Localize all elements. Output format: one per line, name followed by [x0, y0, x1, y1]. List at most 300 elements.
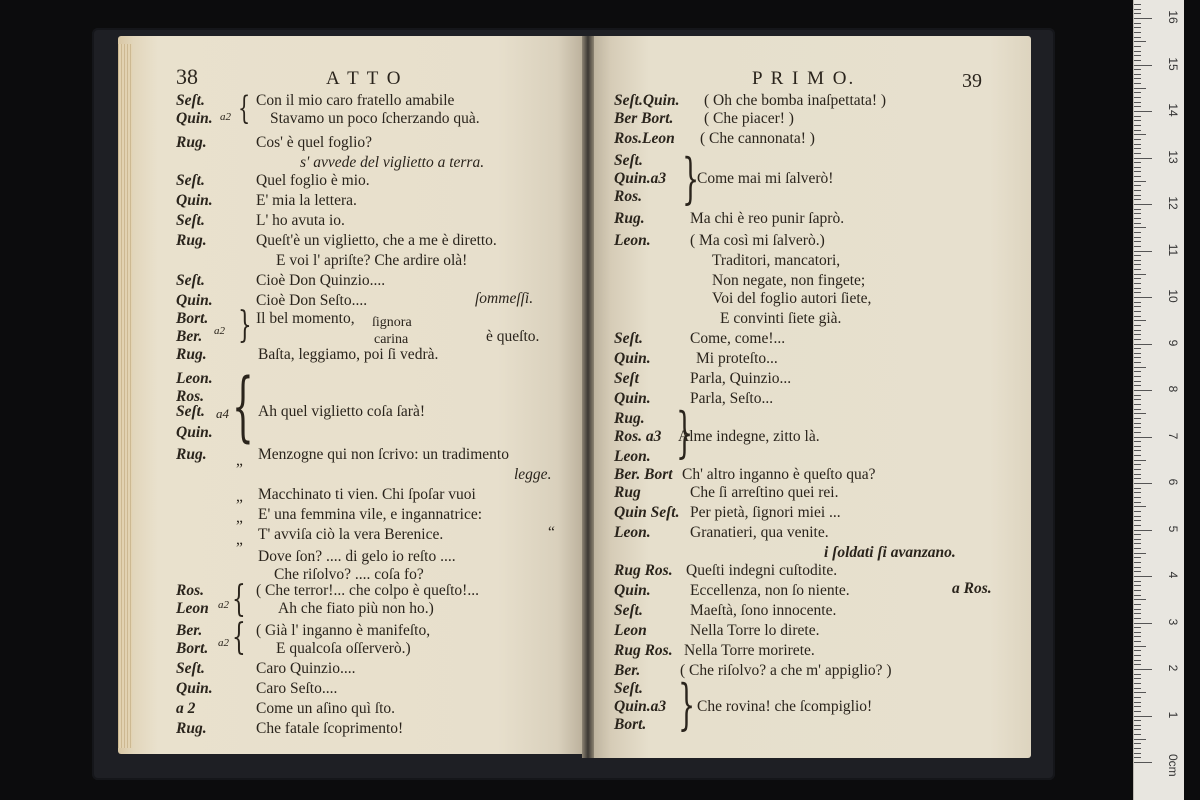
- ruler-tick: [1134, 674, 1141, 675]
- ruler-tick: [1134, 148, 1141, 149]
- ruler-tick: [1134, 23, 1141, 24]
- ruler-tick: [1134, 297, 1152, 298]
- speaker-name: Ber.: [614, 662, 641, 679]
- ruler-number: 15: [1166, 56, 1180, 71]
- speaker-name: Quin.a3: [614, 698, 667, 715]
- speaker-name: Leon: [614, 622, 647, 639]
- ruler-number: 11: [1166, 243, 1180, 256]
- ruler-tick: [1134, 376, 1141, 377]
- brace: {: [238, 89, 251, 127]
- ruler-tick: [1134, 450, 1141, 451]
- verse-line: Queſt'è un viglietto, che a me è diretto.: [256, 232, 497, 249]
- ruler-tick: [1134, 711, 1141, 712]
- ruler-tick: [1134, 748, 1141, 749]
- ruler-tick: [1134, 302, 1141, 303]
- ruler-tick: [1134, 534, 1141, 535]
- ruler-number: 7: [1166, 432, 1180, 439]
- verse-line: Maeſtà, ſono innocente.: [690, 602, 837, 619]
- verse-line: Come mai mi ſalverò!: [697, 170, 834, 187]
- ruler-tick: [1134, 241, 1141, 242]
- verse-line: E qualcoſa oſſerverò.): [276, 640, 411, 657]
- speaker-name: Rug.: [176, 446, 207, 463]
- ruler-tick: [1134, 571, 1141, 572]
- ruler-tick: [1134, 446, 1141, 447]
- ruler-tick: [1134, 246, 1141, 247]
- ruler-tick: [1134, 69, 1141, 70]
- ruler-tick: [1134, 613, 1141, 614]
- ruler-tick: [1134, 362, 1141, 363]
- ruler-tick: [1134, 590, 1141, 591]
- ruler-number: 0cm: [1166, 754, 1180, 777]
- ruler-tick: [1134, 78, 1141, 79]
- verse-line: Alme indegne, zitto là.: [678, 428, 820, 445]
- verse-line: ( Che piacer! ): [704, 110, 794, 127]
- ruler-tick: [1134, 9, 1141, 10]
- speaker-name: Quin.: [176, 292, 213, 309]
- ruler-tick: [1134, 399, 1141, 400]
- verse-line: ( Che terror!... che colpo è queſto!...: [256, 582, 479, 599]
- ruler-tick: [1134, 92, 1141, 93]
- signora-word: ſignora: [372, 315, 412, 330]
- ruler-tick: [1134, 278, 1141, 279]
- speaker-name: Leon.: [614, 448, 651, 465]
- ruler-tick: [1134, 716, 1152, 717]
- ruler-tick: [1134, 581, 1141, 582]
- ruler-tick: [1134, 441, 1141, 442]
- sommessi-direction: ſommeſſi.: [475, 290, 534, 307]
- ruler-tick: [1134, 227, 1146, 228]
- ruler-tick: [1134, 753, 1141, 754]
- ruler-tick: [1134, 167, 1141, 168]
- speaker-name: Quin.: [614, 350, 651, 367]
- ruler-tick: [1134, 725, 1141, 726]
- ruler-tick: [1134, 367, 1146, 368]
- brace: {: [232, 579, 246, 620]
- ruler-number: 5: [1166, 525, 1180, 532]
- ruler-tick: [1134, 455, 1141, 456]
- ruler-tick: [1134, 209, 1141, 210]
- speaker-name: Seſt: [614, 370, 639, 387]
- verse-line: Che rovina! che ſcompiglio!: [697, 698, 873, 715]
- ruler-tick: [1134, 348, 1141, 349]
- ruler-tick: [1134, 144, 1141, 145]
- ruler-tick: [1134, 539, 1141, 540]
- verse-line: Queſti indegni cuſtodite.: [686, 562, 838, 579]
- right-page-number: 39: [962, 70, 982, 92]
- ruler-tick: [1134, 636, 1141, 637]
- verse-line: è queſto.: [486, 328, 540, 345]
- ruler-tick: [1134, 311, 1141, 312]
- ruler-tick: [1134, 88, 1146, 89]
- ruler-tick: [1134, 97, 1141, 98]
- ruler-tick: [1134, 483, 1152, 484]
- speaker-name: Ber. Bort: [614, 466, 673, 483]
- verse-line: Come un aſino quì ſto.: [256, 700, 396, 717]
- speaker-name: Ros.: [176, 388, 204, 405]
- ruler-tick: [1134, 171, 1141, 172]
- ruler-number: 16: [1166, 10, 1180, 24]
- ruler-number: 13: [1166, 149, 1180, 164]
- ruler-tick: [1134, 641, 1141, 642]
- ruler-tick: [1134, 46, 1141, 47]
- ruler-tick: [1134, 548, 1141, 549]
- ruler-tick: [1134, 102, 1141, 103]
- speaker-name: Ros. a3: [614, 428, 662, 445]
- speaker-name: Ros.Leon: [614, 130, 675, 147]
- speaker-name: Seſt.: [176, 172, 205, 189]
- ruler-tick: [1134, 353, 1141, 354]
- ruler-tick: [1134, 306, 1141, 307]
- verse-line: Caro Quinzio....: [256, 660, 356, 677]
- verse-line: Per pietà, ſignori miei ...: [690, 504, 841, 521]
- ruler-tick: [1134, 683, 1141, 684]
- ruler-tick: [1134, 32, 1141, 33]
- ruler-tick: [1134, 413, 1146, 414]
- quote-mark: „: [236, 452, 243, 469]
- ruler-tick: [1134, 13, 1141, 14]
- ruler-tick: [1134, 692, 1146, 693]
- ruler-number: 9: [1166, 339, 1180, 346]
- ruler-tick: [1134, 4, 1141, 5]
- ruler-tick: [1134, 325, 1141, 326]
- ruler-tick: [1134, 739, 1146, 740]
- ruler-tick: [1134, 557, 1141, 558]
- a4-note: a4: [216, 406, 229, 421]
- ruler-tick: [1134, 576, 1152, 577]
- ruler-tick: [1134, 585, 1141, 586]
- ruler-tick: [1134, 111, 1152, 112]
- speaker-name: Rug.: [176, 720, 207, 737]
- ruler-tick: [1134, 134, 1146, 135]
- ruler-tick: [1134, 623, 1152, 624]
- ruler-tick: [1134, 190, 1141, 191]
- speaker-name: Leon: [176, 600, 209, 617]
- ruler-tick: [1134, 427, 1141, 428]
- verse-line: ( Oh che bomba inaſpettata! ): [704, 92, 887, 109]
- verse-line: Macchinato ti vien. Chi ſpoſar vuoi: [258, 486, 476, 503]
- verse-line: Il bel momento,: [256, 310, 355, 327]
- speaker-name: Quin.: [176, 424, 213, 441]
- ruler-tick: [1134, 697, 1141, 698]
- speaker-name: Seſt.: [176, 660, 205, 677]
- ruler-tick: [1134, 409, 1141, 410]
- verse-line: Che fatale ſcoprimento!: [256, 720, 404, 737]
- speaker-name: Seſt.: [176, 403, 205, 420]
- verse-line: Traditori, mancatori,: [712, 252, 841, 269]
- speaker-name: Rug.: [176, 134, 207, 151]
- ruler-tick: [1134, 251, 1152, 252]
- ruler-tick: [1134, 502, 1141, 503]
- ruler-tick: [1134, 595, 1141, 596]
- stage-direction: a Ros.: [952, 580, 992, 597]
- left-running-head: A T T O: [326, 68, 403, 89]
- ruler-tick: [1134, 720, 1141, 721]
- ruler-tick: [1134, 618, 1141, 619]
- speaker-name: Rug.: [176, 346, 207, 363]
- ruler-tick: [1134, 74, 1141, 75]
- speaker-name: Seſt.: [614, 330, 643, 347]
- speaker-name: Quin.: [614, 390, 651, 407]
- ruler-tick: [1134, 292, 1141, 293]
- verse-line: Ch' altro inganno è queſto qua?: [682, 466, 876, 483]
- close-quote-mark: “: [548, 524, 555, 541]
- ruler-tick: [1134, 664, 1141, 665]
- verse-line: Ah quel viglietto coſa ſarà!: [258, 403, 425, 420]
- speaker-name: Leon.: [614, 524, 651, 541]
- quote-mark: „: [236, 488, 243, 505]
- ruler-tick: [1134, 18, 1152, 19]
- a2-note: a2: [218, 637, 229, 649]
- ruler-tick: [1134, 37, 1141, 38]
- ruler-tick: [1134, 567, 1141, 568]
- page-edges: [118, 44, 132, 748]
- ruler-tick: [1134, 385, 1141, 386]
- ruler-tick: [1134, 204, 1152, 205]
- ruler-tick: [1134, 599, 1146, 600]
- ruler-tick: [1134, 609, 1141, 610]
- ruler-tick: [1134, 516, 1141, 517]
- ruler-tick: [1134, 330, 1141, 331]
- left-page-number: 38: [176, 64, 198, 89]
- ruler-tick: [1134, 264, 1141, 265]
- measuring-ruler: [1133, 0, 1184, 800]
- verse-line: s' avvede del viglietto a terra.: [300, 154, 485, 171]
- speaker-name: Rug.: [176, 232, 207, 249]
- verse-line: ( Già l' inganno è manifeſto,: [256, 622, 431, 639]
- speaker-name: Quin.: [176, 680, 213, 697]
- speaker-name: Quin.: [614, 582, 651, 599]
- speaker-name: Leon.: [614, 232, 651, 249]
- ruler-tick: [1134, 274, 1146, 275]
- ruler-tick: [1134, 729, 1141, 730]
- ruler-tick: [1134, 632, 1141, 633]
- speaker-name: Ros.: [176, 582, 204, 599]
- verse-line: E convinti ſiete già.: [720, 310, 842, 327]
- ruler-tick: [1134, 232, 1141, 233]
- ruler-tick: [1134, 395, 1141, 396]
- brace: }: [682, 147, 700, 210]
- ruler-tick: [1134, 660, 1141, 661]
- speaker-name: Quin.: [176, 110, 213, 127]
- ruler-tick: [1134, 474, 1141, 475]
- verse-line: ( Che riſolvo? a che m' appiglio? ): [680, 662, 892, 679]
- verse-line: Granatieri, qua venite.: [690, 524, 829, 541]
- verse-line: Ma chi è reo punir ſaprò.: [690, 210, 845, 227]
- verse-line: Che riſolvo? .... coſa fo?: [274, 566, 424, 583]
- ruler-tick: [1134, 646, 1146, 647]
- ruler-tick: [1134, 181, 1146, 182]
- speaker-name: Seſt.: [614, 602, 643, 619]
- ruler-tick: [1134, 125, 1141, 126]
- ruler-tick: [1134, 288, 1141, 289]
- verse-line: Cos' è quel foglio?: [256, 134, 373, 151]
- ruler-tick: [1134, 153, 1141, 154]
- ruler-tick: [1134, 269, 1141, 270]
- ruler-tick: [1134, 55, 1141, 56]
- ruler-tick: [1134, 688, 1141, 689]
- ruler-tick: [1134, 237, 1141, 238]
- ruler-tick: [1134, 762, 1152, 763]
- speaker-name: Seſt.Quin.: [614, 92, 680, 109]
- speaker-name: Leon.: [176, 370, 213, 387]
- verse-line: Menzogne qui non ſcrivo: un tradimento: [258, 446, 509, 463]
- ruler-tick: [1134, 320, 1146, 321]
- ruler-tick: [1134, 176, 1141, 177]
- verse-line: T' avviſa ciò la vera Berenice.: [258, 526, 444, 543]
- ruler-tick: [1134, 339, 1141, 340]
- verse-line: ( Che cannonata! ): [700, 130, 815, 147]
- ruler-tick: [1134, 106, 1141, 107]
- speaker-name: a 2: [176, 700, 196, 717]
- right-running-head: P R I M O.: [752, 68, 856, 89]
- speaker-name: Rug.: [614, 410, 645, 427]
- ruler-tick: [1134, 60, 1141, 61]
- speaker-name: Seſt.: [176, 92, 205, 109]
- ruler-tick: [1134, 543, 1141, 544]
- ruler-tick: [1134, 497, 1141, 498]
- a2-note: a2: [214, 325, 225, 337]
- speaker-name: Seſt.: [614, 680, 643, 697]
- a2-note: a2: [220, 111, 231, 123]
- ruler-tick: [1134, 678, 1141, 679]
- ruler-number: 10: [1166, 289, 1180, 303]
- ruler-tick: [1134, 469, 1141, 470]
- ruler-tick: [1134, 506, 1146, 507]
- speaker-name: Bort.: [176, 640, 209, 657]
- verse-line: E voi l' apriſte? Che ardire olà!: [276, 252, 468, 269]
- ruler-tick: [1134, 223, 1141, 224]
- ruler-tick: [1134, 344, 1152, 345]
- ruler-tick: [1134, 734, 1141, 735]
- verse-line: Come, come!...: [690, 330, 786, 347]
- ruler-number: 8: [1166, 385, 1180, 393]
- ruler-tick: [1134, 130, 1141, 131]
- verse-line: L' ho avuta io.: [256, 212, 345, 229]
- ruler-tick: [1134, 260, 1141, 261]
- ruler-tick: [1134, 120, 1141, 121]
- speaker-name: Quin.a3: [614, 170, 667, 187]
- ruler-number: 14: [1166, 103, 1180, 117]
- ruler-tick: [1134, 650, 1141, 651]
- ruler-tick: [1134, 432, 1141, 433]
- ruler-tick: [1134, 562, 1141, 563]
- brace: {: [232, 361, 254, 450]
- ruler-tick: [1134, 404, 1141, 405]
- speaker-name: Quin Seſt.: [614, 504, 680, 521]
- quote-mark: „: [236, 509, 243, 526]
- verse-line: E' una femmina vile, e ingannatrice:: [258, 506, 483, 523]
- verse-line: Parla, Seſto...: [690, 390, 774, 407]
- ruler-tick: [1134, 553, 1146, 554]
- verse-line: Quel foglio è mio.: [256, 172, 370, 189]
- ruler-tick: [1134, 316, 1141, 317]
- a2-note: a2: [218, 599, 229, 611]
- ruler-tick: [1134, 213, 1141, 214]
- verse-line: Stavamo un poco ſcherzando quà.: [270, 110, 480, 127]
- verse-line: E' mia la lettera.: [256, 192, 357, 209]
- speaker-name: Quin.: [176, 192, 213, 209]
- ruler-tick: [1134, 83, 1141, 84]
- carina-word: carina: [374, 332, 409, 347]
- brace: }: [676, 401, 694, 464]
- verse-line: legge.: [514, 466, 552, 483]
- ruler-tick: [1134, 520, 1141, 521]
- ruler-tick: [1134, 702, 1141, 703]
- ruler-tick: [1134, 525, 1141, 526]
- ruler-tick: [1134, 255, 1141, 256]
- verse-line: Parla, Quinzio...: [690, 370, 792, 387]
- verse-line: Non negate, non fingete;: [712, 272, 866, 289]
- ruler-number: 4: [1166, 571, 1180, 579]
- ruler-tick: [1134, 65, 1152, 66]
- ruler-tick: [1134, 655, 1141, 656]
- speaker-name: Rug Ros.: [614, 642, 673, 659]
- ruler-tick: [1134, 418, 1141, 419]
- brace: }: [238, 305, 252, 346]
- verse-line: Nella Torre lo direte.: [690, 622, 820, 639]
- ruler-tick: [1134, 41, 1146, 42]
- speaker-name: Ber.: [176, 622, 203, 639]
- book-gutter: [582, 36, 594, 758]
- ruler-tick: [1134, 488, 1141, 489]
- ruler-number: 1: [1166, 711, 1180, 718]
- verse-line: Caro Seſto....: [256, 680, 338, 697]
- ruler-tick: [1134, 604, 1141, 605]
- quote-mark: „: [236, 531, 243, 548]
- verse-line: Cioè Don Quinzio....: [256, 272, 386, 289]
- verse-line: ( Ma così mi ſalverò.): [690, 232, 825, 249]
- speaker-name: Seſt.: [614, 152, 643, 169]
- ruler-tick: [1134, 669, 1152, 670]
- ruler-tick: [1134, 757, 1141, 758]
- verse-line: Dove ſon? .... di gelo io reſto ....: [258, 548, 456, 565]
- ruler-tick: [1134, 511, 1141, 512]
- verse-line: Con il mio caro fratello amabile: [256, 92, 455, 109]
- verse-line: Che ſi arreſtino quei rei.: [690, 484, 839, 501]
- ruler-tick: [1134, 371, 1141, 372]
- ruler-tick: [1134, 139, 1141, 140]
- speaker-name: Bort.: [614, 716, 647, 733]
- ruler-tick: [1134, 185, 1141, 186]
- speaker-name: Ber.: [176, 328, 203, 345]
- speaker-name: Rug.: [614, 210, 645, 227]
- ruler-number: 3: [1166, 618, 1180, 625]
- ruler-tick: [1134, 390, 1152, 391]
- ruler-tick: [1134, 334, 1141, 335]
- verse-line: i ſoldati ſi avanzano.: [824, 544, 956, 561]
- ruler-tick: [1134, 743, 1141, 744]
- ruler-tick: [1134, 706, 1141, 707]
- ruler-tick: [1134, 357, 1141, 358]
- speaker-name: Rug Ros.: [614, 562, 673, 579]
- verse-line: Voi del foglio autori ſiete,: [712, 290, 872, 307]
- ruler-tick: [1134, 218, 1141, 219]
- ruler-tick: [1134, 437, 1152, 438]
- ruler-tick: [1134, 530, 1152, 531]
- brace: {: [232, 617, 246, 658]
- verse-line: Ah che fiato più non ho.): [278, 600, 434, 617]
- speaker-name: Seſt.: [176, 212, 205, 229]
- ruler-tick: [1134, 627, 1141, 628]
- ruler-tick: [1134, 464, 1141, 465]
- ruler-tick: [1134, 27, 1141, 28]
- ruler-tick: [1134, 492, 1141, 493]
- speaker-name: Bort.: [176, 310, 209, 327]
- ruler-tick: [1134, 460, 1146, 461]
- ruler-number: 6: [1166, 478, 1180, 486]
- ruler-tick: [1134, 423, 1141, 424]
- ruler-tick: [1134, 381, 1141, 382]
